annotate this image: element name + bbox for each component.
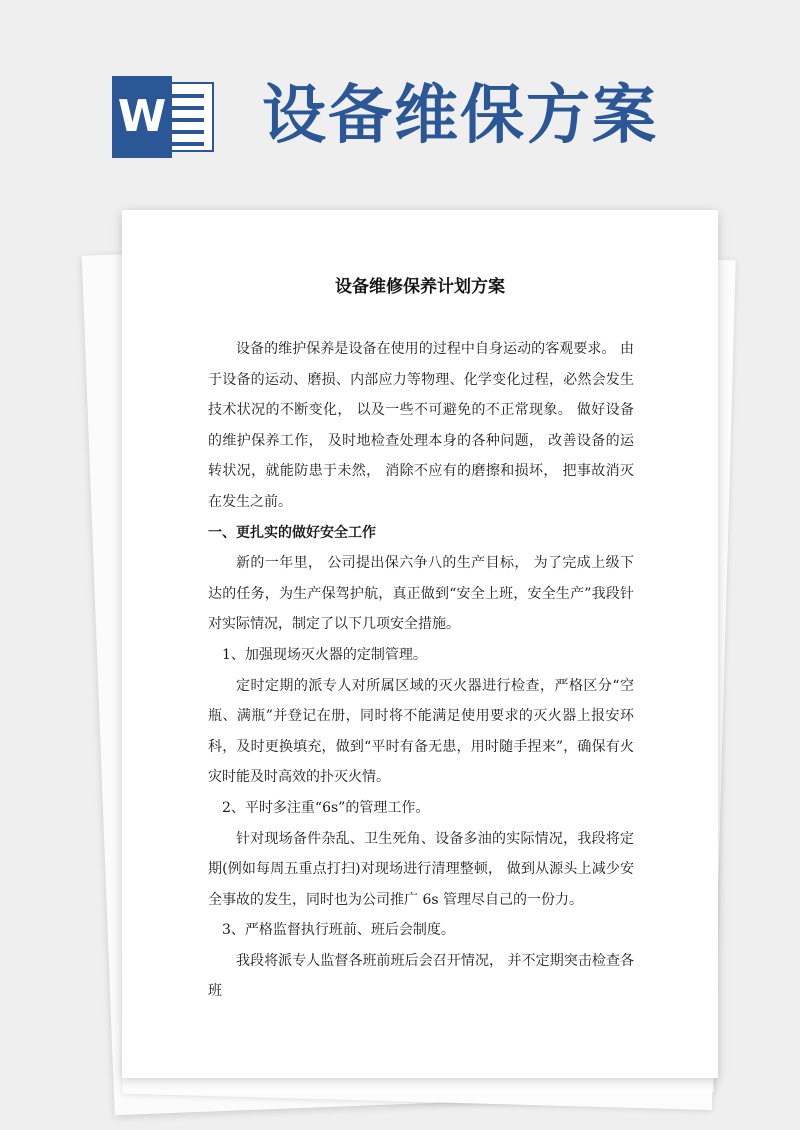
document-body bbox=[208, 334, 634, 1007]
banner-header bbox=[0, 0, 800, 200]
list-item-heading: 2、平时多注重“6s”的管理工作。 bbox=[222, 799, 430, 816]
paragraph: 我段将派专人监督各班前班后会召开情况， 并不定期突击检查各班 bbox=[208, 952, 634, 1000]
document-page bbox=[122, 210, 718, 1078]
paragraph: 定时定期的派专人对所属区域的灭火器进行检查，严格区分“空瓶、满瓶”并登记在册，同时将不能满足使用要求的灭火器上报安环科，及时更换填充，做到“平时有备无患，用时随手捏来”，确保有火灾时能及时高效的扑灭火情。 bbox=[208, 677, 634, 786]
word-document-icon bbox=[112, 76, 214, 158]
paragraph: 新的一年里， 公司提出保六争八的生产目标， 为了完成上级下达的任务，为生产保驾护航，真正做到“安全上班，安全生产”我段针对实际情况，制定了以下几项安全措施。 bbox=[208, 555, 634, 633]
document-title: 设备维修保养计划方案 bbox=[335, 277, 505, 297]
banner-title: 设备维保方案 bbox=[262, 79, 658, 153]
list-item-heading: 3、严格监督执行班前、班后会制度。 bbox=[222, 922, 455, 939]
list-item-heading: 1、加强现场灭火器的定制管理。 bbox=[222, 646, 427, 663]
paragraph-intro: 设备的维护保养是设备在使用的过程中自身运动的客观要求。 由于设备的运动、磨损、内部应力等物理、化学变化过程，必然会发生技术状况的不断变化， 以及一些不可避免的不正常现象。 做好设备的维护保养工作， 及时地检查处理本身的各种问题， 改善设备的运转状况，就能防患于未然， 消除不应有的磨擦和损坏， 把事故消灭在发生之前。 bbox=[208, 341, 634, 510]
word-logo-letter: W bbox=[112, 76, 172, 158]
paragraph: 针对现场备件杂乱、卫生死角、设备多油的实际情况，我段将定期(例如每周五重点打扫)对现场进行清理整顿， 做到从源头上减少安全事故的发生，同时也为公司推广 6s 管理尽自己的一份力。 bbox=[208, 830, 634, 908]
section-heading: 一、更扎实的做好安全工作 bbox=[208, 524, 376, 541]
